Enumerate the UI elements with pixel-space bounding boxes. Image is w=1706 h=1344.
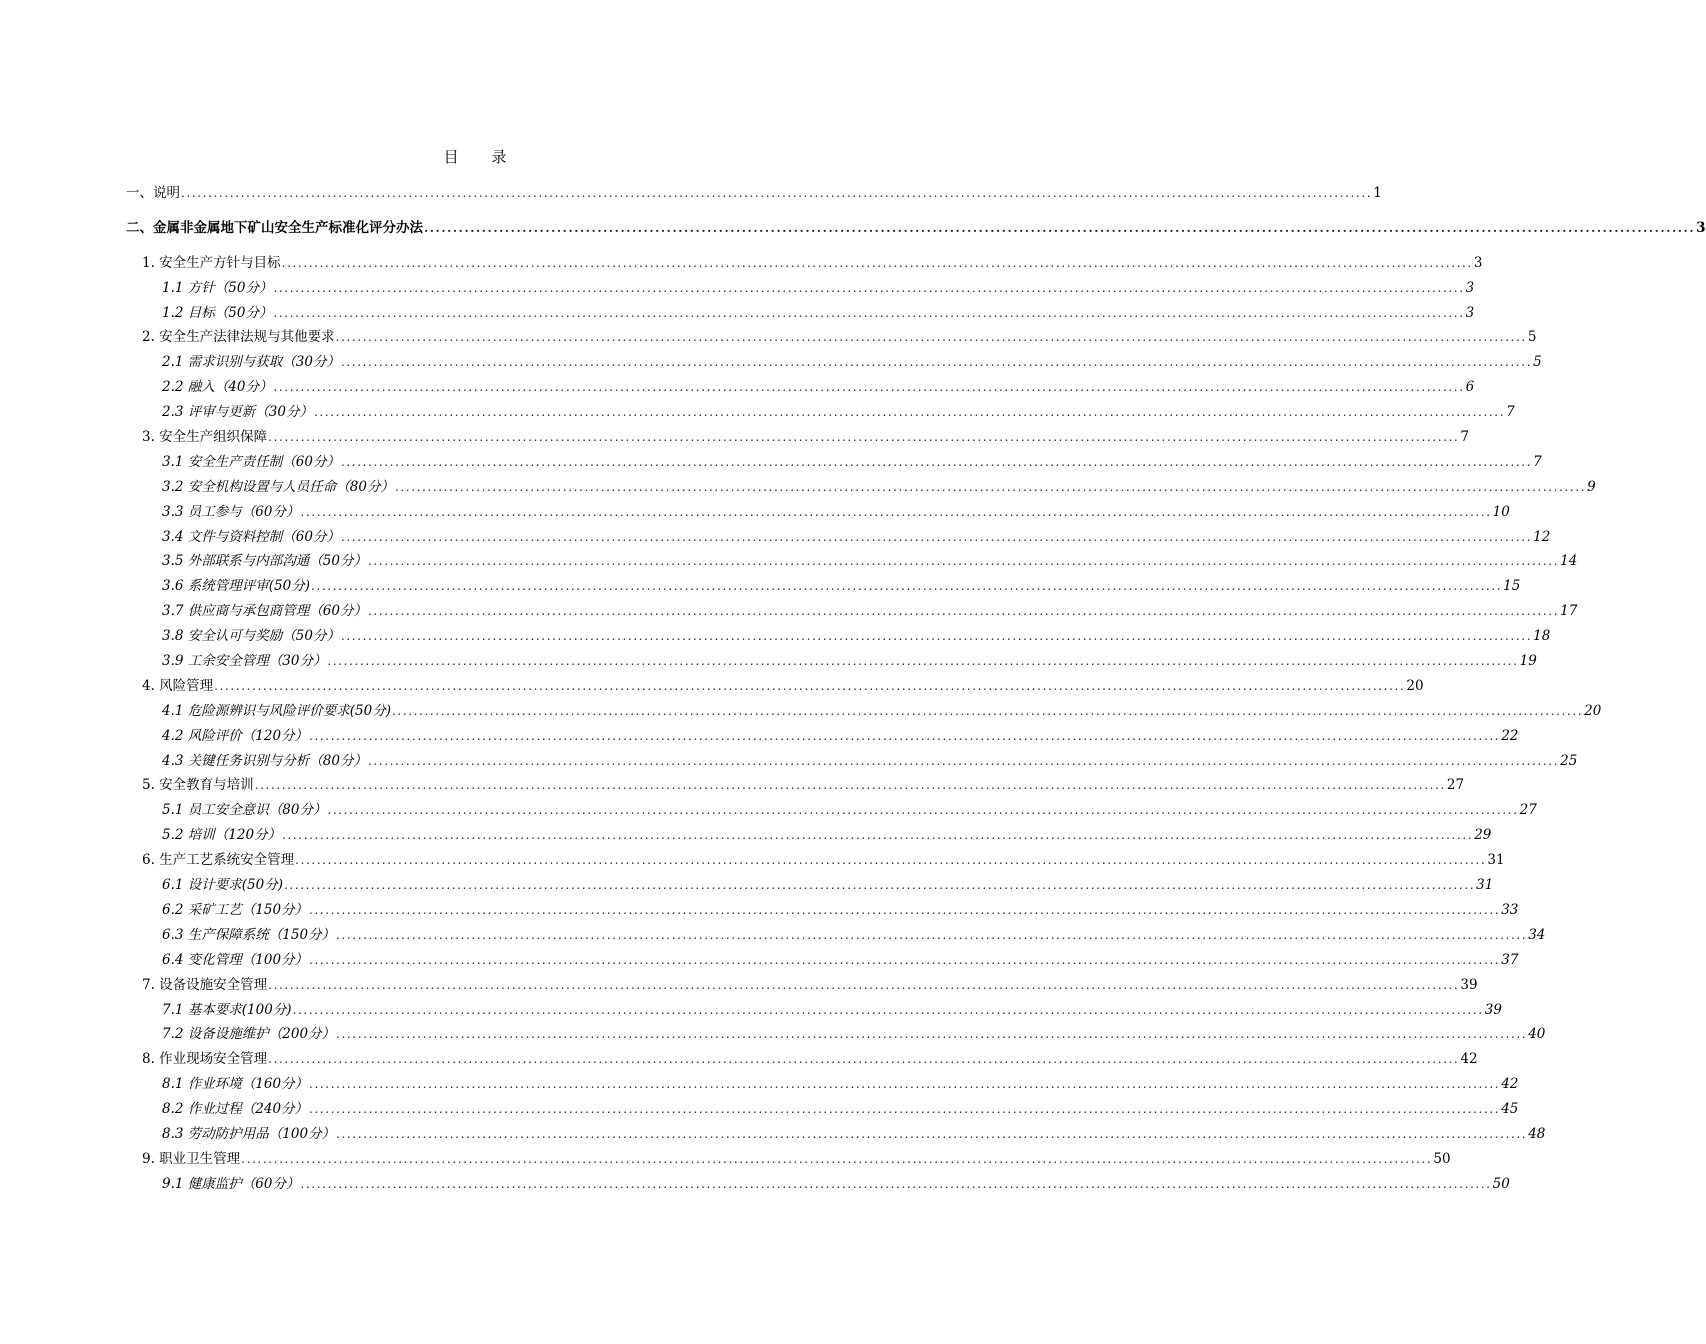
- toc-entry-label: 3.4 文件与资料控制（60分）: [162, 528, 340, 545]
- toc-entry-label: 9. 职业卫生管理: [142, 1150, 241, 1167]
- toc-entry-page: 17: [1560, 603, 1578, 620]
- toc-entry-label: 4.3 关键任务识别与分析（80分）: [162, 752, 367, 769]
- toc-entry-label: 3.8 安全认可与奖励（50分）: [162, 628, 340, 645]
- toc-leader-dots: ............................................................................................................................................................................................................................: [273, 305, 1465, 320]
- toc-entry[interactable]: [126, 216, 1706, 241]
- toc-entry-page: 7: [1506, 404, 1515, 421]
- toc-leader-dots: ............................................................................................................................................................................................................................: [281, 255, 1473, 270]
- toc-entry[interactable]: [126, 549, 1578, 574]
- toc-entry-label: 4. 风险管理: [142, 677, 214, 694]
- toc-entry[interactable]: [126, 1022, 1546, 1047]
- toc-entry-label: 1.2 目标（50分）: [162, 304, 273, 321]
- toc-leader-dots: ............................................................................................................................................................................................................................: [268, 977, 1460, 992]
- toc-entry-page: 9: [1587, 478, 1596, 495]
- toc-entry-page: 3: [1473, 254, 1483, 271]
- toc-leader-dots: ............................................................................................................................................................................................................................: [214, 678, 1406, 693]
- toc-entry[interactable]: [126, 998, 1502, 1023]
- toc-entry-label: 3.6 系统管理评审(50分): [162, 578, 310, 595]
- toc-entry-label: 二、金属非金属地下矿山安全生产标准化评分办法: [126, 219, 423, 236]
- toc-entry-page: 33: [1501, 901, 1519, 918]
- toc-leader-dots: ............................................................................................................................................................................................................................: [309, 1077, 1501, 1092]
- toc-entry-page: 20: [1584, 702, 1602, 719]
- toc-leader-dots: ............................................................................................................................................................................................................................: [336, 1126, 1528, 1141]
- toc-leader-dots: ............................................................................................................................................................................................................................: [335, 330, 1527, 345]
- toc-leader-dots: ............................................................................................................................................................................................................................: [309, 1102, 1501, 1117]
- toc-entry[interactable]: [126, 325, 1537, 350]
- toc-entry[interactable]: [126, 823, 1492, 848]
- toc-entry-label: 6.3 生产保障系统（150分）: [162, 926, 336, 943]
- toc-entry-label: 3.9 工余安全管理（30分）: [162, 653, 327, 670]
- toc-entry-label: 4.1 危险源辨识与风险评价要求(50分): [162, 702, 391, 719]
- toc-entry-label: 9.1 健康监护（60分）: [162, 1175, 300, 1192]
- toc-leader-dots: ............................................................................................................................................................................................................................: [336, 927, 1528, 942]
- toc-entry[interactable]: [126, 400, 1515, 425]
- toc-entry[interactable]: [126, 425, 1469, 450]
- toc-entry-page: 34: [1528, 926, 1546, 943]
- toc-entry-label: 3.1 安全生产责任制（60分）: [162, 453, 340, 470]
- toc-entry[interactable]: [126, 773, 1465, 798]
- toc-entry-label: 2. 安全生产法律法规与其他要求: [142, 329, 335, 346]
- toc-leader-dots: ............................................................................................................................................................................................................................: [327, 803, 1519, 818]
- toc-entry[interactable]: [126, 500, 1510, 525]
- toc-entry[interactable]: [126, 1072, 1519, 1097]
- toc-leader-dots: ............................................................................................................................................................................................................................: [292, 1002, 1484, 1017]
- toc-leader-dots: ............................................................................................................................................................................................................................: [273, 280, 1465, 295]
- toc-entry[interactable]: [126, 798, 1537, 823]
- toc-entry-page: 27: [1519, 802, 1537, 819]
- toc-entry-label: 1. 安全生产方针与目标: [142, 254, 281, 271]
- toc-entry-label: 3.2 安全机构设置与人员任命（80分）: [162, 478, 394, 495]
- toc-leader-dots: ............................................................................................................................................................................................................................: [283, 878, 1476, 893]
- toc-entry[interactable]: [126, 1097, 1519, 1122]
- toc-entry[interactable]: [126, 450, 1542, 475]
- toc-entry[interactable]: [126, 181, 1382, 206]
- toc-entry[interactable]: [126, 301, 1475, 326]
- toc-leader-dots: ............................................................................................................................................................................................................................: [309, 902, 1501, 917]
- toc-entry-label: 5.1 员工安全意识（80分）: [162, 802, 327, 819]
- toc-entry[interactable]: [126, 973, 1478, 998]
- toc-entry-label: 6.2 采矿工艺（150分）: [162, 901, 309, 918]
- toc-leader-dots: ............................................................................................................................................................................................................................: [336, 1027, 1528, 1042]
- toc-entry[interactable]: [126, 898, 1519, 923]
- toc-entry-page: 3: [1465, 304, 1475, 321]
- table-of-contents: [126, 181, 1706, 1197]
- toc-entry-label: 1.1 方针（50分）: [162, 279, 273, 296]
- toc-entry[interactable]: [126, 724, 1519, 749]
- toc-entry-page: 3: [1465, 279, 1475, 296]
- toc-leader-dots: ............................................................................................................................................................................................................................: [340, 529, 1533, 544]
- toc-entry[interactable]: [126, 624, 1551, 649]
- toc-leader-dots: ............................................................................................................................................................................................................................: [241, 1151, 1433, 1166]
- toc-entry-label: 5.2 培训（120分）: [162, 827, 282, 844]
- toc-entry-page: 39: [1484, 1001, 1502, 1018]
- toc-title: 目 录: [443, 148, 521, 166]
- toc-entry[interactable]: [126, 276, 1475, 301]
- toc-leader-dots: ............................................................................................................................................................................................................................: [340, 629, 1533, 644]
- toc-leader-dots: ............................................................................................................................................................................................................................: [313, 405, 1506, 420]
- toc-leader-dots: ............................................................................................................................................................................................................................: [268, 1052, 1460, 1067]
- toc-entry-page: 25: [1560, 752, 1578, 769]
- toc-leader-dots: ............................................................................................................................................................................................................................: [424, 220, 1696, 235]
- toc-leader-dots: ............................................................................................................................................................................................................................: [394, 479, 1587, 494]
- toc-entry-label: 7.2 设备设施维护（200分）: [162, 1026, 336, 1043]
- toc-leader-dots: ............................................................................................................................................................................................................................: [254, 778, 1446, 793]
- toc-entry-label: 3. 安全生产组织保障: [142, 429, 268, 446]
- toc-leader-dots: ............................................................................................................................................................................................................................: [181, 186, 1373, 200]
- toc-entry-label: 8.1 作业环境（160分）: [162, 1076, 309, 1093]
- toc-entry[interactable]: [126, 674, 1424, 699]
- toc-entry[interactable]: [126, 251, 1483, 276]
- toc-entry-label: 4.2 风险评价（120分）: [162, 727, 309, 744]
- toc-entry[interactable]: [126, 699, 1602, 724]
- toc-entry-label: 3.5 外部联系与内部沟通（50分）: [162, 553, 367, 570]
- toc-entry[interactable]: [126, 948, 1519, 973]
- toc-leader-dots: ............................................................................................................................................................................................................................: [340, 355, 1533, 370]
- toc-leader-dots: ............................................................................................................................................................................................................................: [309, 952, 1501, 967]
- toc-entry-label: 8.3 劳动防护用品（100分）: [162, 1125, 336, 1142]
- toc-leader-dots: ............................................................................................................................................................................................................................: [300, 504, 1492, 519]
- toc-entry-page: 7: [1460, 429, 1469, 446]
- toc-entry-page: 42: [1460, 1051, 1478, 1068]
- toc-entry-page: 22: [1501, 727, 1519, 744]
- toc-entry-label: 2.2 融入（40分）: [162, 379, 273, 396]
- toc-entry-label: 一、说明: [126, 185, 180, 201]
- toc-entry-label: 7.1 基本要求(100分): [162, 1001, 292, 1018]
- toc-entry[interactable]: [126, 475, 1596, 500]
- toc-entry-page: 29: [1474, 827, 1492, 844]
- toc-entry-label: 2.3 评审与更新（30分）: [162, 404, 313, 421]
- toc-entry-page: 45: [1501, 1101, 1519, 1118]
- toc-leader-dots: ............................................................................................................................................................................................................................: [340, 454, 1533, 469]
- toc-entry-label: 6. 生产工艺系统安全管理: [142, 852, 295, 869]
- toc-entry-label: 8.2 作业过程（240分）: [162, 1101, 309, 1118]
- toc-entry[interactable]: [126, 525, 1551, 550]
- toc-leader-dots: ............................................................................................................................................................................................................................: [268, 430, 1460, 445]
- toc-entry[interactable]: [126, 574, 1521, 599]
- toc-entry-page: 10: [1492, 503, 1510, 520]
- toc-entry-page: 1: [1373, 185, 1382, 201]
- toc-leader-dots: ............................................................................................................................................................................................................................: [367, 554, 1560, 569]
- toc-leader-dots: ............................................................................................................................................................................................................................: [391, 703, 1584, 718]
- toc-entry-label: 2.1 需求识别与获取（30分）: [162, 354, 340, 371]
- toc-leader-dots: ............................................................................................................................................................................................................................: [309, 728, 1501, 743]
- toc-entry-page: 3: [1696, 219, 1706, 236]
- toc-entry-page: 6: [1465, 379, 1475, 396]
- toc-entry-page: 20: [1406, 677, 1424, 694]
- toc-entry[interactable]: [126, 848, 1505, 873]
- toc-entry-page: 40: [1528, 1026, 1546, 1043]
- toc-entry-page: 12: [1533, 528, 1551, 545]
- toc-entry-page: 18: [1533, 628, 1551, 645]
- toc-leader-dots: ............................................................................................................................................................................................................................: [310, 579, 1503, 594]
- toc-entry-page: 27: [1446, 777, 1465, 794]
- toc-entry-page: 19: [1519, 653, 1537, 670]
- toc-entry[interactable]: [126, 1047, 1478, 1072]
- toc-entry[interactable]: [126, 923, 1546, 948]
- toc-entry[interactable]: [126, 873, 1494, 898]
- toc-entry[interactable]: [126, 749, 1578, 774]
- toc-leader-dots: ............................................................................................................................................................................................................................: [282, 828, 1474, 843]
- toc-leader-dots: ............................................................................................................................................................................................................................: [295, 853, 1487, 868]
- toc-entry-page: 15: [1503, 578, 1521, 595]
- toc-entry[interactable]: [126, 1147, 1451, 1172]
- toc-leader-dots: ............................................................................................................................................................................................................................: [367, 604, 1560, 619]
- toc-leader-dots: ............................................................................................................................................................................................................................: [327, 654, 1519, 669]
- toc-entry-label: 7. 设备设施安全管理: [142, 976, 268, 993]
- toc-entry-page: 50: [1433, 1150, 1451, 1167]
- toc-entry[interactable]: [126, 375, 1475, 400]
- toc-entry-page: 14: [1560, 553, 1578, 570]
- toc-entry-label: 6.1 设计要求(50分): [162, 877, 283, 894]
- toc-entry-label: 5. 安全教育与培训: [142, 777, 254, 794]
- toc-leader-dots: ............................................................................................................................................................................................................................: [273, 380, 1465, 395]
- toc-entry-page: 5: [1533, 354, 1542, 371]
- toc-entry-page: 7: [1533, 453, 1542, 470]
- toc-leader-dots: ............................................................................................................................................................................................................................: [300, 1176, 1492, 1191]
- toc-entry[interactable]: [126, 1172, 1510, 1197]
- toc-entry[interactable]: [126, 599, 1578, 624]
- toc-entry[interactable]: [126, 649, 1537, 674]
- toc-entry[interactable]: [126, 350, 1542, 375]
- toc-entry-label: 3.7 供应商与承包商管理（60分）: [162, 603, 367, 620]
- toc-leader-dots: ............................................................................................................................................................................................................................: [367, 753, 1560, 768]
- toc-entry-page: 48: [1528, 1125, 1546, 1142]
- toc-entry-page: 5: [1527, 329, 1537, 346]
- toc-entry[interactable]: [126, 1122, 1546, 1147]
- toc-entry-page: 37: [1501, 951, 1519, 968]
- toc-entry-page: 31: [1476, 877, 1494, 894]
- toc-entry-page: 42: [1501, 1076, 1519, 1093]
- toc-entry-label: 6.4 变化管理（100分）: [162, 951, 309, 968]
- toc-entry-label: 3.3 员工参与（60分）: [162, 503, 300, 520]
- toc-entry-page: 31: [1487, 852, 1505, 869]
- toc-entry-label: 8. 作业现场安全管理: [142, 1051, 268, 1068]
- toc-entry-page: 50: [1492, 1175, 1510, 1192]
- toc-entry-page: 39: [1460, 976, 1478, 993]
